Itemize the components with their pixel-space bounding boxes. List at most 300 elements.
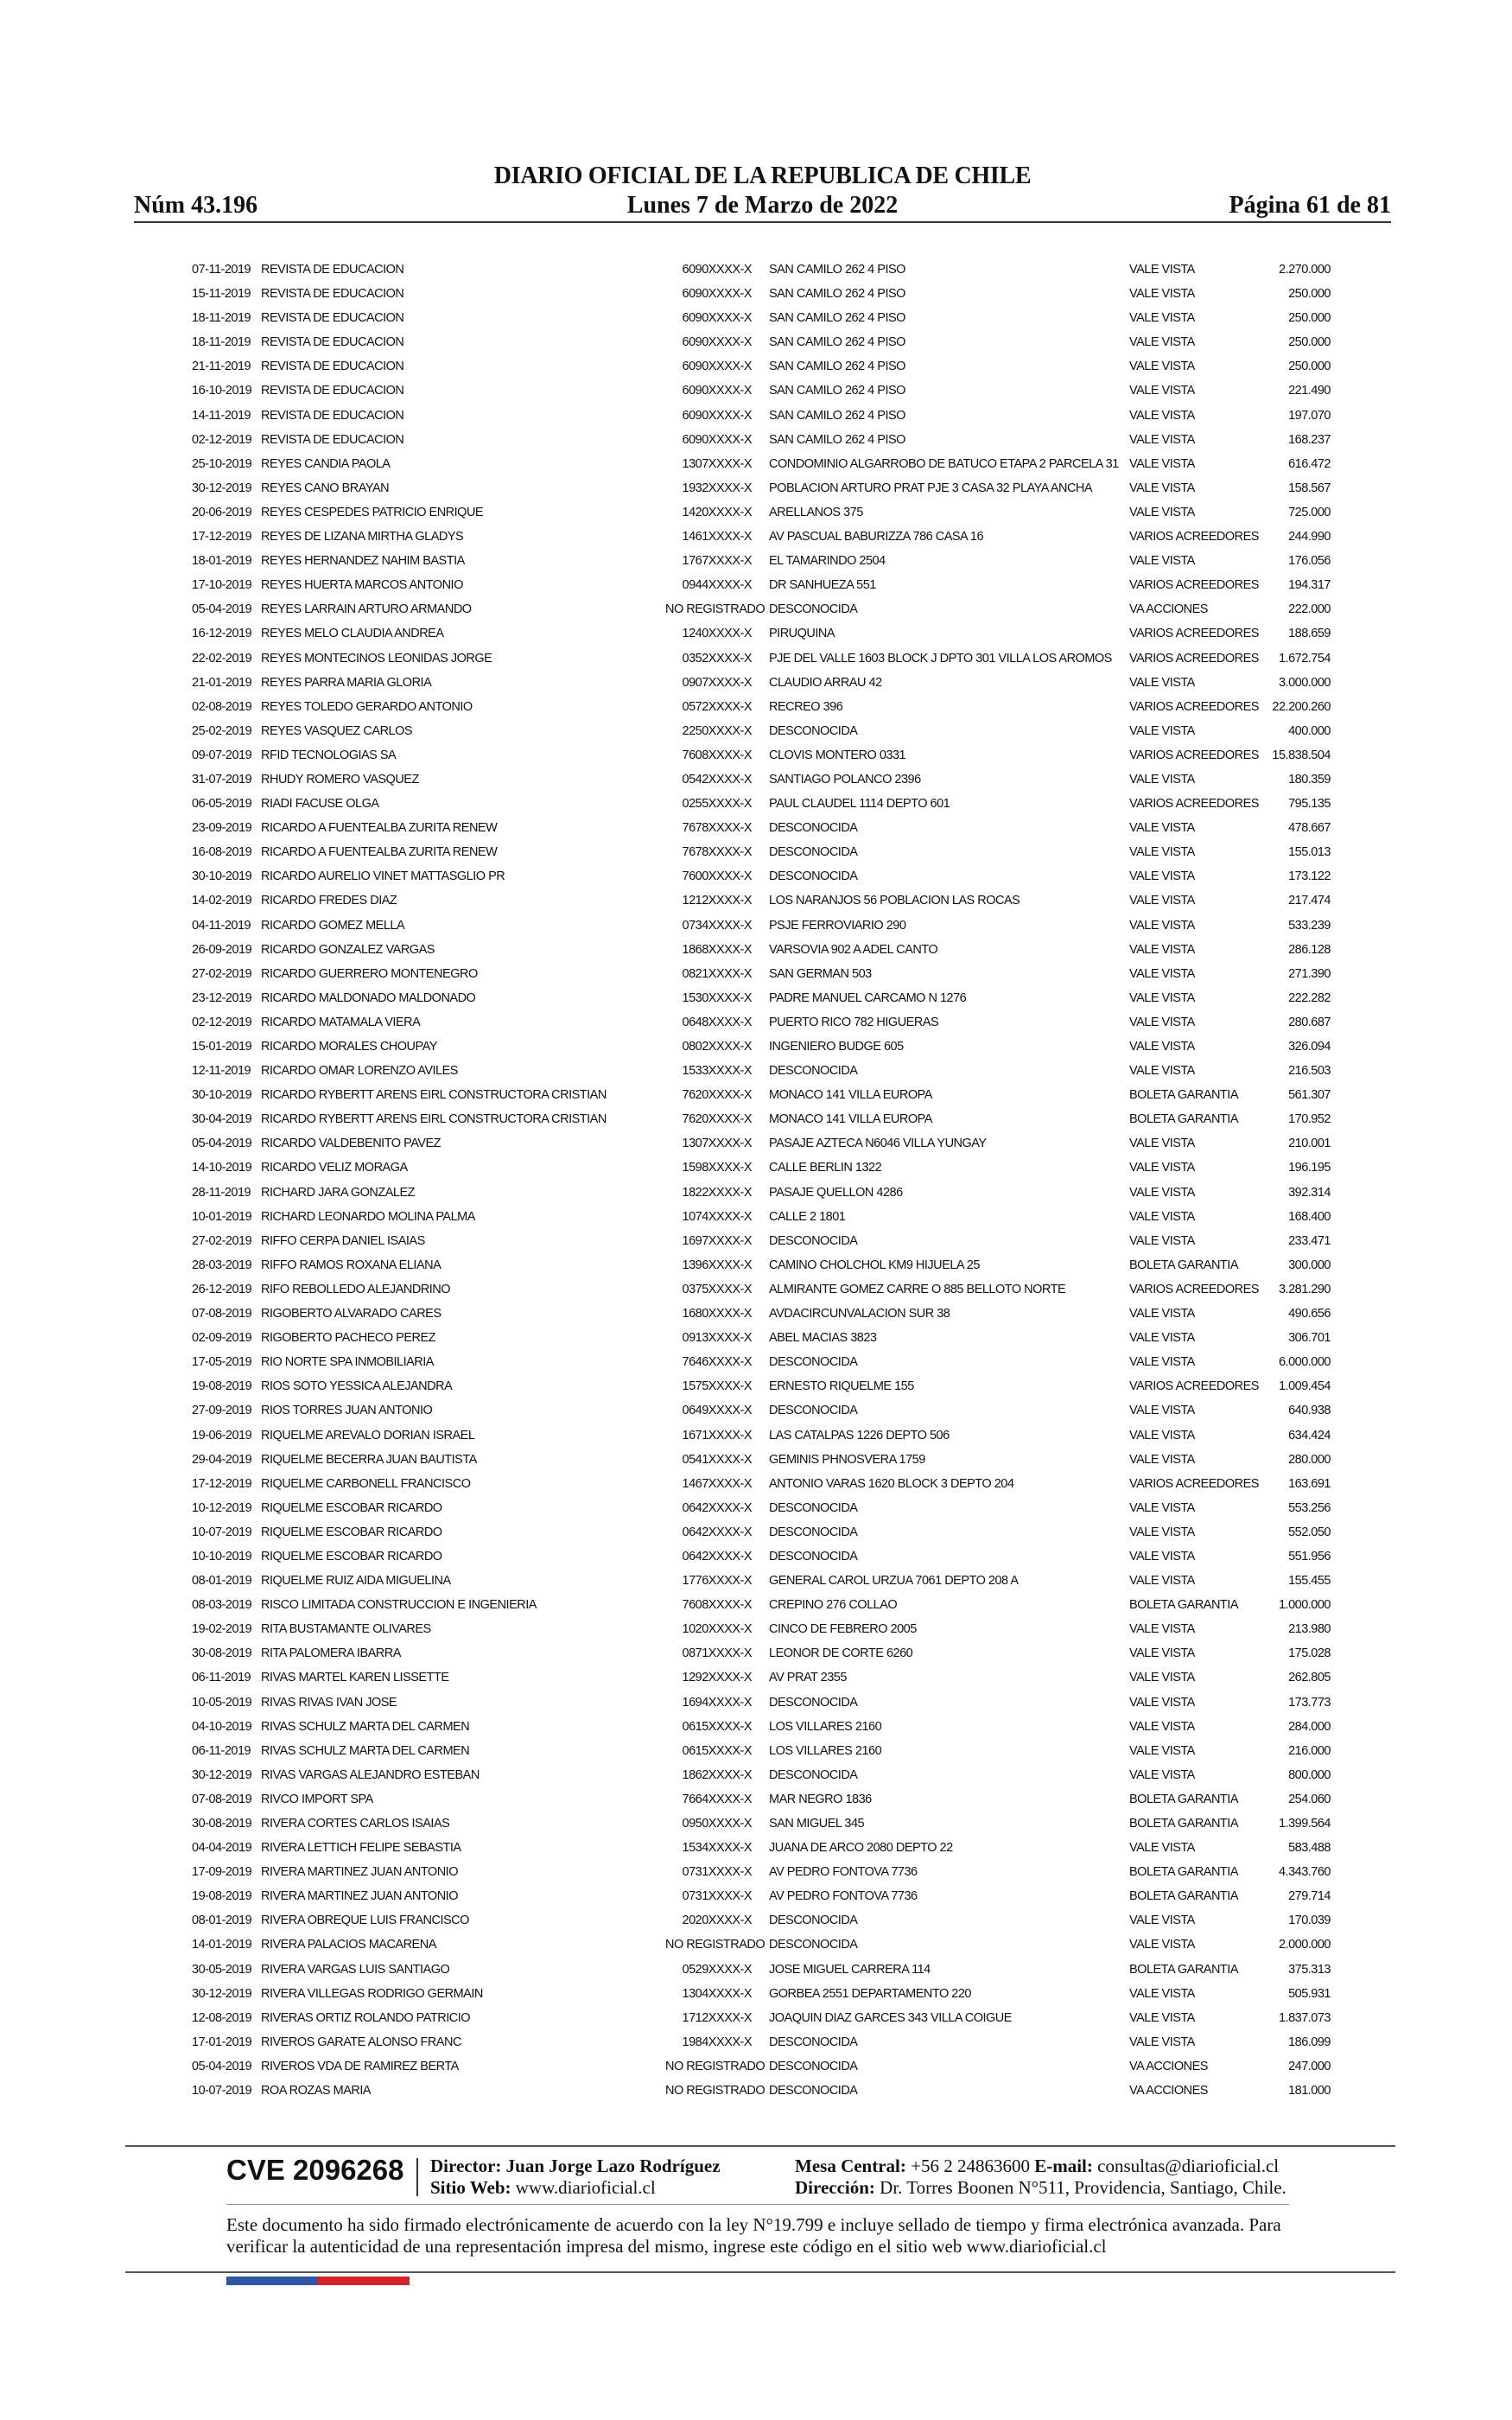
- row-amount: 222.000: [1288, 602, 1331, 617]
- row-name: REYES PARRA MARIA GLORIA: [261, 675, 432, 690]
- table-row: [0, 1641, 1512, 1665]
- row-type: VARIOS ACREEDORES: [1129, 627, 1259, 641]
- row-amount: 158.567: [1288, 481, 1331, 495]
- row-amount: 194.317: [1288, 578, 1331, 593]
- row-address: AV PEDRO FONTOVA 7736: [769, 1889, 918, 1904]
- row-amount: 176.056: [1288, 554, 1331, 569]
- row-rut: 1932XXXX-X: [682, 481, 752, 495]
- row-type: VALE VISTA: [1129, 1185, 1195, 1200]
- row-date: 16-12-2019: [192, 627, 252, 641]
- row-address: DESCONOCIDA: [769, 2059, 858, 2073]
- row-amount: 247.000: [1288, 2059, 1331, 2073]
- row-amount: 279.714: [1288, 1889, 1331, 1904]
- row-type: VALE VISTA: [1129, 1622, 1195, 1637]
- row-date: 12-08-2019: [192, 2010, 252, 2025]
- row-rut: 6090XXXX-X: [682, 335, 752, 350]
- web-link[interactable]: www.diarioficial.cl: [515, 2177, 656, 2198]
- row-date: 08-01-2019: [192, 1914, 252, 1928]
- row-date: 21-11-2019: [192, 360, 251, 374]
- row-date: 10-01-2019: [192, 1209, 252, 1224]
- row-type: VALE VISTA: [1129, 505, 1195, 519]
- footer-vertical-divider: [416, 2158, 418, 2196]
- table-row: [0, 597, 1512, 621]
- row-date: 30-12-2019: [192, 481, 252, 495]
- row-amount: 173.122: [1288, 869, 1331, 884]
- row-address: LOS VILLARES 2160: [769, 1743, 882, 1758]
- table-row: [0, 573, 1512, 597]
- row-name: RICARDO MATAMALA VIERA: [261, 1015, 421, 1029]
- row-date: 05-04-2019: [192, 1137, 252, 1151]
- row-name: RHUDY ROMERO VASQUEZ: [261, 772, 419, 786]
- row-address: ABEL MACIAS 3823: [769, 1331, 877, 1346]
- row-name: RIVERA VILLEGAS RODRIGO GERMAIN: [261, 1986, 483, 2001]
- publication-title: DIARIO OFICIAL DE LA REPUBLICA DE CHILE: [493, 162, 1032, 189]
- row-amount: 250.000: [1288, 335, 1331, 350]
- row-name: REVISTA DE EDUCACION: [261, 263, 404, 277]
- row-date: 19-02-2019: [192, 1622, 252, 1637]
- row-amount: 213.980: [1288, 1622, 1331, 1637]
- row-amount: 280.687: [1288, 1015, 1331, 1029]
- row-amount: 173.773: [1288, 1695, 1331, 1710]
- row-type: VA ACCIONES: [1129, 2059, 1208, 2073]
- row-address: DESCONOCIDA: [769, 2084, 858, 2098]
- row-address: DESCONOCIDA: [769, 1233, 858, 1248]
- row-type: VALE VISTA: [1129, 894, 1195, 908]
- row-type: VALE VISTA: [1129, 1914, 1195, 1928]
- row-date: 12-11-2019: [192, 1064, 251, 1079]
- row-name: RICARDO AURELIO VINET MATTASGLIO PR: [261, 869, 505, 884]
- row-amount: 181.000: [1288, 2084, 1331, 2098]
- director-name: Juan Jorge Lazo Rodríguez: [505, 2156, 721, 2176]
- row-type: VALE VISTA: [1129, 723, 1195, 738]
- table-row: [0, 1665, 1512, 1690]
- row-address: AV PEDRO FONTOVA 7736: [769, 1865, 918, 1880]
- row-amount: 15.838.504: [1272, 748, 1331, 762]
- row-rut: 0649XXXX-X: [682, 1404, 752, 1418]
- row-type: VARIOS ACREEDORES: [1129, 1379, 1259, 1394]
- row-date: 17-05-2019: [192, 1355, 252, 1370]
- row-address: SAN MIGUEL 345: [769, 1817, 865, 1831]
- row-name: RICARDO GOMEZ MELLA: [261, 918, 405, 933]
- row-address: ERNESTO RIQUELME 155: [769, 1379, 914, 1394]
- row-name: RIQUELME ESCOBAR RICARDO: [261, 1549, 442, 1563]
- table-row: [0, 1350, 1512, 1374]
- row-date: 18-11-2019: [192, 335, 251, 350]
- table-row: [0, 962, 1512, 986]
- row-rut: 0615XXXX-X: [682, 1719, 752, 1734]
- row-date: 28-11-2019: [192, 1185, 251, 1200]
- row-address: INGENIERO BUDGE 605: [769, 1040, 904, 1054]
- row-date: 02-12-2019: [192, 432, 252, 447]
- row-date: 30-12-2019: [192, 1986, 252, 2001]
- table-row: [0, 1059, 1512, 1083]
- row-address: EL TAMARINDO 2504: [769, 554, 886, 569]
- row-type: VALE VISTA: [1129, 845, 1195, 860]
- row-date: 20-06-2019: [192, 505, 252, 519]
- row-address: ANTONIO VARAS 1620 BLOCK 3 DEPTO 204: [769, 1476, 1014, 1491]
- row-rut: 0731XXXX-X: [682, 1889, 752, 1904]
- row-amount: 795.135: [1288, 797, 1331, 812]
- row-name: RIFFO CERPA DANIEL ISAIAS: [261, 1233, 425, 1248]
- table-row: [0, 695, 1512, 719]
- row-type: VARIOS ACREEDORES: [1129, 1476, 1259, 1491]
- row-address: PIRUQUINA: [769, 627, 835, 641]
- address-value: Dr. Torres Boonen N°511, Providencia, Santiago, Chile.: [880, 2177, 1286, 2198]
- table-row: [0, 914, 1512, 938]
- row-amount: 490.656: [1288, 1307, 1331, 1321]
- row-name: RIOS SOTO YESSICA ALEJANDRA: [261, 1379, 453, 1394]
- table-row: [0, 1423, 1512, 1448]
- contact-block: [795, 2156, 1286, 2199]
- row-rut: 1697XXXX-X: [682, 1233, 752, 1248]
- row-rut: 7620XXXX-X: [682, 1112, 752, 1127]
- row-address: SAN CAMILO 262 4 PISO: [769, 263, 905, 277]
- row-rut: 0572XXXX-X: [682, 699, 752, 714]
- row-rut: 0734XXXX-X: [682, 918, 752, 933]
- table-row: [0, 1010, 1512, 1035]
- row-address: ALMIRANTE GOMEZ CARRE O 885 BELLOTO NORTE: [769, 1282, 1066, 1296]
- row-rut: 7678XXXX-X: [682, 845, 752, 860]
- row-amount: 271.390: [1288, 966, 1331, 981]
- row-amount: 3.281.290: [1278, 1282, 1331, 1296]
- row-name: RIOS TORRES JUAN ANTONIO: [261, 1404, 433, 1418]
- row-name: RICARDO VELIZ MORAGA: [261, 1161, 408, 1175]
- row-type: VALE VISTA: [1129, 554, 1195, 569]
- row-address: POBLACION ARTURO PRAT PJE 3 CASA 32 PLAYA ANCHA: [769, 481, 1093, 495]
- row-address: JOAQUIN DIAZ GARCES 343 VILLA COIGUE: [769, 2010, 1012, 2025]
- row-type: VALE VISTA: [1129, 1428, 1195, 1442]
- table-row: [0, 354, 1512, 379]
- table-row: [0, 1083, 1512, 1107]
- row-amount: 168.237: [1288, 432, 1331, 447]
- table-row: [0, 1544, 1512, 1569]
- row-address: CINCO DE FEBRERO 2005: [769, 1622, 917, 1637]
- row-type: VALE VISTA: [1129, 1500, 1195, 1515]
- table-row: [0, 1131, 1512, 1156]
- row-address: DESCONOCIDA: [769, 1914, 858, 1928]
- row-address: DESCONOCIDA: [769, 821, 858, 836]
- row-rut: 1467XXXX-X: [682, 1476, 752, 1491]
- row-address: JUANA DE ARCO 2080 DEPTO 22: [769, 1841, 953, 1856]
- row-amount: 1.399.564: [1278, 1817, 1331, 1831]
- table-row: [0, 1691, 1512, 1715]
- table-row: [0, 1787, 1512, 1812]
- row-address: DESCONOCIDA: [769, 1525, 858, 1539]
- row-rut: 0642XXXX-X: [682, 1500, 752, 1515]
- row-date: 30-08-2019: [192, 1817, 252, 1831]
- row-address: ARELLANOS 375: [769, 505, 863, 519]
- row-amount: 197.070: [1288, 408, 1331, 423]
- row-date: 21-01-2019: [192, 675, 252, 690]
- row-amount: 505.931: [1288, 1986, 1331, 2001]
- row-rut: 1420XXXX-X: [682, 505, 752, 519]
- row-address: GENERAL CAROL URZUA 7061 DEPTO 208 A: [769, 1574, 1019, 1589]
- row-rut: 1533XXXX-X: [682, 1064, 752, 1079]
- row-name: RIVERA VARGAS LUIS SANTIAGO: [261, 1962, 450, 1977]
- row-date: 07-11-2019: [192, 263, 251, 277]
- row-type: VALE VISTA: [1129, 1161, 1195, 1175]
- row-rut: 0802XXXX-X: [682, 1040, 752, 1054]
- row-date: 04-10-2019: [192, 1719, 252, 1734]
- table-row: [0, 1520, 1512, 1544]
- row-rut: 0913XXXX-X: [682, 1331, 752, 1346]
- table-row: [0, 1860, 1512, 1884]
- row-rut: 0821XXXX-X: [682, 966, 752, 981]
- row-type: VALE VISTA: [1129, 408, 1195, 423]
- row-date: 28-03-2019: [192, 1258, 252, 1272]
- row-rut: 2250XXXX-X: [682, 723, 752, 738]
- table-row: [0, 1569, 1512, 1593]
- table-row: [0, 1958, 1512, 1982]
- row-amount: 186.099: [1288, 2035, 1331, 2049]
- row-date: 15-11-2019: [192, 287, 251, 302]
- row-amount: 400.000: [1288, 723, 1331, 738]
- row-date: 14-11-2019: [192, 408, 251, 423]
- row-name: REVISTA DE EDUCACION: [261, 432, 404, 447]
- row-date: 17-12-2019: [192, 530, 252, 544]
- row-date: 10-12-2019: [192, 1500, 252, 1515]
- row-type: VARIOS ACREEDORES: [1129, 651, 1259, 666]
- row-rut: 0615XXXX-X: [682, 1743, 752, 1758]
- row-date: 19-06-2019: [192, 1428, 252, 1442]
- row-type: VALE VISTA: [1129, 1355, 1195, 1370]
- row-address: JOSE MIGUEL CARRERA 114: [769, 1962, 931, 1977]
- email-label: E-mail:: [1034, 2156, 1093, 2176]
- row-type: VARIOS ACREEDORES: [1129, 748, 1259, 762]
- table-row: [0, 719, 1512, 743]
- row-date: 10-05-2019: [192, 1695, 252, 1710]
- flag-stripe-red: [318, 2277, 410, 2285]
- table-row: [0, 1982, 1512, 2006]
- table-row: [0, 306, 1512, 330]
- row-type: VALE VISTA: [1129, 335, 1195, 350]
- table-row: [0, 258, 1512, 282]
- row-date: 06-05-2019: [192, 797, 252, 812]
- row-date: 10-07-2019: [192, 2084, 252, 2098]
- row-name: RITA BUSTAMANTE OLIVARES: [261, 1622, 431, 1637]
- row-name: RICARDO VALDEBENITO PAVEZ: [261, 1137, 442, 1151]
- row-amount: 254.060: [1288, 1792, 1331, 1806]
- table-row: [0, 1472, 1512, 1496]
- row-date: 30-04-2019: [192, 1112, 252, 1127]
- row-name: RIGOBERTO PACHECO PEREZ: [261, 1331, 436, 1346]
- row-date: 17-12-2019: [192, 1476, 252, 1491]
- row-date: 15-01-2019: [192, 1040, 252, 1054]
- header-divider: [134, 221, 1391, 223]
- row-amount: 188.659: [1288, 627, 1331, 641]
- row-name: RIVERA CORTES CARLOS ISAIAS: [261, 1817, 450, 1831]
- row-name: RIQUELME RUIZ AIDA MIGUELINA: [261, 1574, 451, 1589]
- row-rut: 0642XXXX-X: [682, 1525, 752, 1539]
- row-type: VALE VISTA: [1129, 1233, 1195, 1248]
- table-row: [0, 767, 1512, 792]
- table-row: [0, 1593, 1512, 1617]
- row-date: 02-12-2019: [192, 1015, 252, 1029]
- row-name: RIQUELME ESCOBAR RICARDO: [261, 1500, 442, 1515]
- table-row: [0, 1326, 1512, 1350]
- row-rut: 1767XXXX-X: [682, 554, 752, 569]
- row-address: CLAUDIO ARRAU 42: [769, 675, 882, 690]
- table-row: [0, 428, 1512, 452]
- row-type: VALE VISTA: [1129, 1646, 1195, 1661]
- row-date: 19-08-2019: [192, 1889, 252, 1904]
- row-rut: 1396XXXX-X: [682, 1258, 752, 1272]
- row-date: 27-09-2019: [192, 1404, 252, 1418]
- row-name: RIVERA LETTICH FELIPE SEBASTIA: [261, 1841, 461, 1856]
- row-type: BOLETA GARANTIA: [1129, 1598, 1238, 1613]
- row-date: 31-07-2019: [192, 772, 252, 786]
- row-rut: NO REGISTRADO: [665, 2059, 766, 2073]
- row-rut: 0648XXXX-X: [682, 1015, 752, 1029]
- row-name: RIGOBERTO ALVARADO CARES: [261, 1307, 442, 1321]
- row-name: RIADI FACUSE OLGA: [261, 797, 379, 812]
- row-address: PADRE MANUEL CARCAMO N 1276: [769, 990, 967, 1005]
- row-address: DESCONOCIDA: [769, 845, 858, 860]
- table-row: [0, 840, 1512, 864]
- row-amount: 634.424: [1288, 1428, 1331, 1442]
- row-rut: 0907XXXX-X: [682, 675, 752, 690]
- row-rut: 7664XXXX-X: [682, 1792, 752, 1806]
- row-date: 05-04-2019: [192, 602, 252, 617]
- issue-date: Lunes 7 de Marzo de 2022: [626, 192, 899, 219]
- row-name: ROA ROZAS MARIA: [261, 2084, 372, 2098]
- row-name: RIVAS VARGAS ALEJANDRO ESTEBAN: [261, 1767, 480, 1782]
- row-address: AVDACIRCUNVALACION SUR 38: [769, 1307, 950, 1321]
- row-amount: 800.000: [1288, 1767, 1331, 1782]
- footer-divider-bottom: [125, 2271, 1395, 2273]
- row-address: AV PRAT 2355: [769, 1671, 847, 1685]
- director-block: [430, 2156, 721, 2199]
- row-address: AV PASCUAL BABURIZZA 786 CASA 16: [769, 530, 984, 544]
- row-name: RIFO REBOLLEDO ALEJANDRINO: [261, 1282, 451, 1296]
- row-amount: 244.990: [1288, 530, 1331, 544]
- row-name: RICARDO OMAR LORENZO AVILES: [261, 1064, 458, 1079]
- issue-number: Núm 43.196: [134, 192, 258, 219]
- row-name: RIVAS MARTEL KAREN LISSETTE: [261, 1671, 449, 1685]
- row-rut: 1307XXXX-X: [682, 456, 752, 471]
- row-amount: 552.050: [1288, 1525, 1331, 1539]
- row-name: REVISTA DE EDUCACION: [261, 311, 404, 326]
- row-address: CREPINO 276 COLLAO: [769, 1598, 898, 1613]
- table-row: [0, 2054, 1512, 2079]
- row-rut: 0529XXXX-X: [682, 1962, 752, 1977]
- row-type: VALE VISTA: [1129, 432, 1195, 447]
- row-address: SAN CAMILO 262 4 PISO: [769, 360, 905, 374]
- row-amount: 284.000: [1288, 1719, 1331, 1734]
- row-address: PJE DEL VALLE 1603 BLOCK J DPTO 301 VILLA LOS AROMOS: [769, 651, 1112, 666]
- row-type: VA ACCIONES: [1129, 602, 1208, 617]
- row-date: 25-10-2019: [192, 456, 252, 471]
- row-name: RIVAS SCHULZ MARTA DEL CARMEN: [261, 1719, 470, 1734]
- row-rut: 1020XXXX-X: [682, 1622, 752, 1637]
- row-date: 25-02-2019: [192, 723, 252, 738]
- row-name: RISCO LIMITADA CONSTRUCCION E INGENIERIA: [261, 1598, 537, 1613]
- row-amount: 196.195: [1288, 1161, 1331, 1175]
- row-date: 06-11-2019: [192, 1671, 251, 1685]
- row-name: REYES VASQUEZ CARLOS: [261, 723, 413, 738]
- row-rut: 1292XXXX-X: [682, 1671, 752, 1685]
- table-row: [0, 2079, 1512, 2103]
- row-type: VALE VISTA: [1129, 1452, 1195, 1467]
- row-date: 02-08-2019: [192, 699, 252, 714]
- row-amount: 22.200.260: [1272, 699, 1331, 714]
- row-amount: 640.938: [1288, 1404, 1331, 1418]
- row-amount: 3.000.000: [1278, 675, 1331, 690]
- row-amount: 1.672.754: [1278, 651, 1331, 666]
- row-address: SAN CAMILO 262 4 PISO: [769, 384, 905, 398]
- row-date: 16-10-2019: [192, 384, 252, 398]
- row-rut: 0542XXXX-X: [682, 772, 752, 786]
- row-rut: 7620XXXX-X: [682, 1088, 752, 1103]
- row-rut: 1598XXXX-X: [682, 1161, 752, 1175]
- table-row: [0, 1763, 1512, 1787]
- row-name: RIVERA PALACIOS MACARENA: [261, 1938, 436, 1952]
- row-address: PASAJE QUELLON 4286: [769, 1185, 903, 1200]
- row-date: 30-10-2019: [192, 1088, 252, 1103]
- row-name: REVISTA DE EDUCACION: [261, 287, 404, 302]
- row-rut: 6090XXXX-X: [682, 263, 752, 277]
- row-address: LEONOR DE CORTE 6260: [769, 1646, 913, 1661]
- row-date: 08-01-2019: [192, 1574, 252, 1589]
- table-row: [0, 1398, 1512, 1423]
- row-address: DESCONOCIDA: [769, 1695, 858, 1710]
- row-type: VALE VISTA: [1129, 1307, 1195, 1321]
- table-row: [0, 621, 1512, 646]
- row-address: MONACO 141 VILLA EUROPA: [769, 1112, 932, 1127]
- row-type: VALE VISTA: [1129, 1767, 1195, 1782]
- row-rut: 7608XXXX-X: [682, 1598, 752, 1613]
- row-rut: 0871XXXX-X: [682, 1646, 752, 1661]
- table-row: [0, 646, 1512, 671]
- row-amount: 155.013: [1288, 845, 1331, 860]
- row-rut: 0541XXXX-X: [682, 1452, 752, 1467]
- row-rut: 6090XXXX-X: [682, 360, 752, 374]
- row-date: 14-01-2019: [192, 1938, 252, 1952]
- table-row: [0, 1035, 1512, 1059]
- row-date: 18-11-2019: [192, 311, 251, 326]
- row-rut: 1304XXXX-X: [682, 1986, 752, 2001]
- page-indicator: Página 61 de 81: [1229, 192, 1391, 219]
- mesa-phone: +56 2 24863600: [911, 2156, 1030, 2176]
- row-date: 19-08-2019: [192, 1379, 252, 1394]
- row-rut: 1307XXXX-X: [682, 1137, 752, 1151]
- row-name: RIQUELME BECERRA JUAN BAUTISTA: [261, 1452, 477, 1467]
- row-amount: 250.000: [1288, 287, 1331, 302]
- row-date: 18-01-2019: [192, 554, 252, 569]
- page-header: [134, 156, 1391, 223]
- row-rut: NO REGISTRADO: [665, 602, 766, 617]
- row-amount: 478.667: [1288, 821, 1331, 836]
- row-address: DESCONOCIDA: [769, 602, 858, 617]
- row-name: RICARDO MALDONADO MALDONADO: [261, 990, 476, 1005]
- row-address: DESCONOCIDA: [769, 1767, 858, 1782]
- table-row: [0, 404, 1512, 428]
- footer-divider-top: [125, 2145, 1395, 2147]
- row-address: RECREO 396: [769, 699, 843, 714]
- row-type: VALE VISTA: [1129, 1209, 1195, 1224]
- row-amount: 4.343.760: [1278, 1865, 1331, 1880]
- records-table: [0, 258, 1512, 2103]
- email-link[interactable]: consultas@diarioficial.cl: [1097, 2156, 1280, 2176]
- row-type: VALE VISTA: [1129, 360, 1195, 374]
- row-date: 07-08-2019: [192, 1307, 252, 1321]
- row-rut: 1822XXXX-X: [682, 1185, 752, 1200]
- table-row: [0, 1933, 1512, 1957]
- table-row: [0, 671, 1512, 695]
- row-address: DESCONOCIDA: [769, 723, 858, 738]
- row-date: 04-04-2019: [192, 1841, 252, 1856]
- row-address: MONACO 141 VILLA EUROPA: [769, 1088, 932, 1103]
